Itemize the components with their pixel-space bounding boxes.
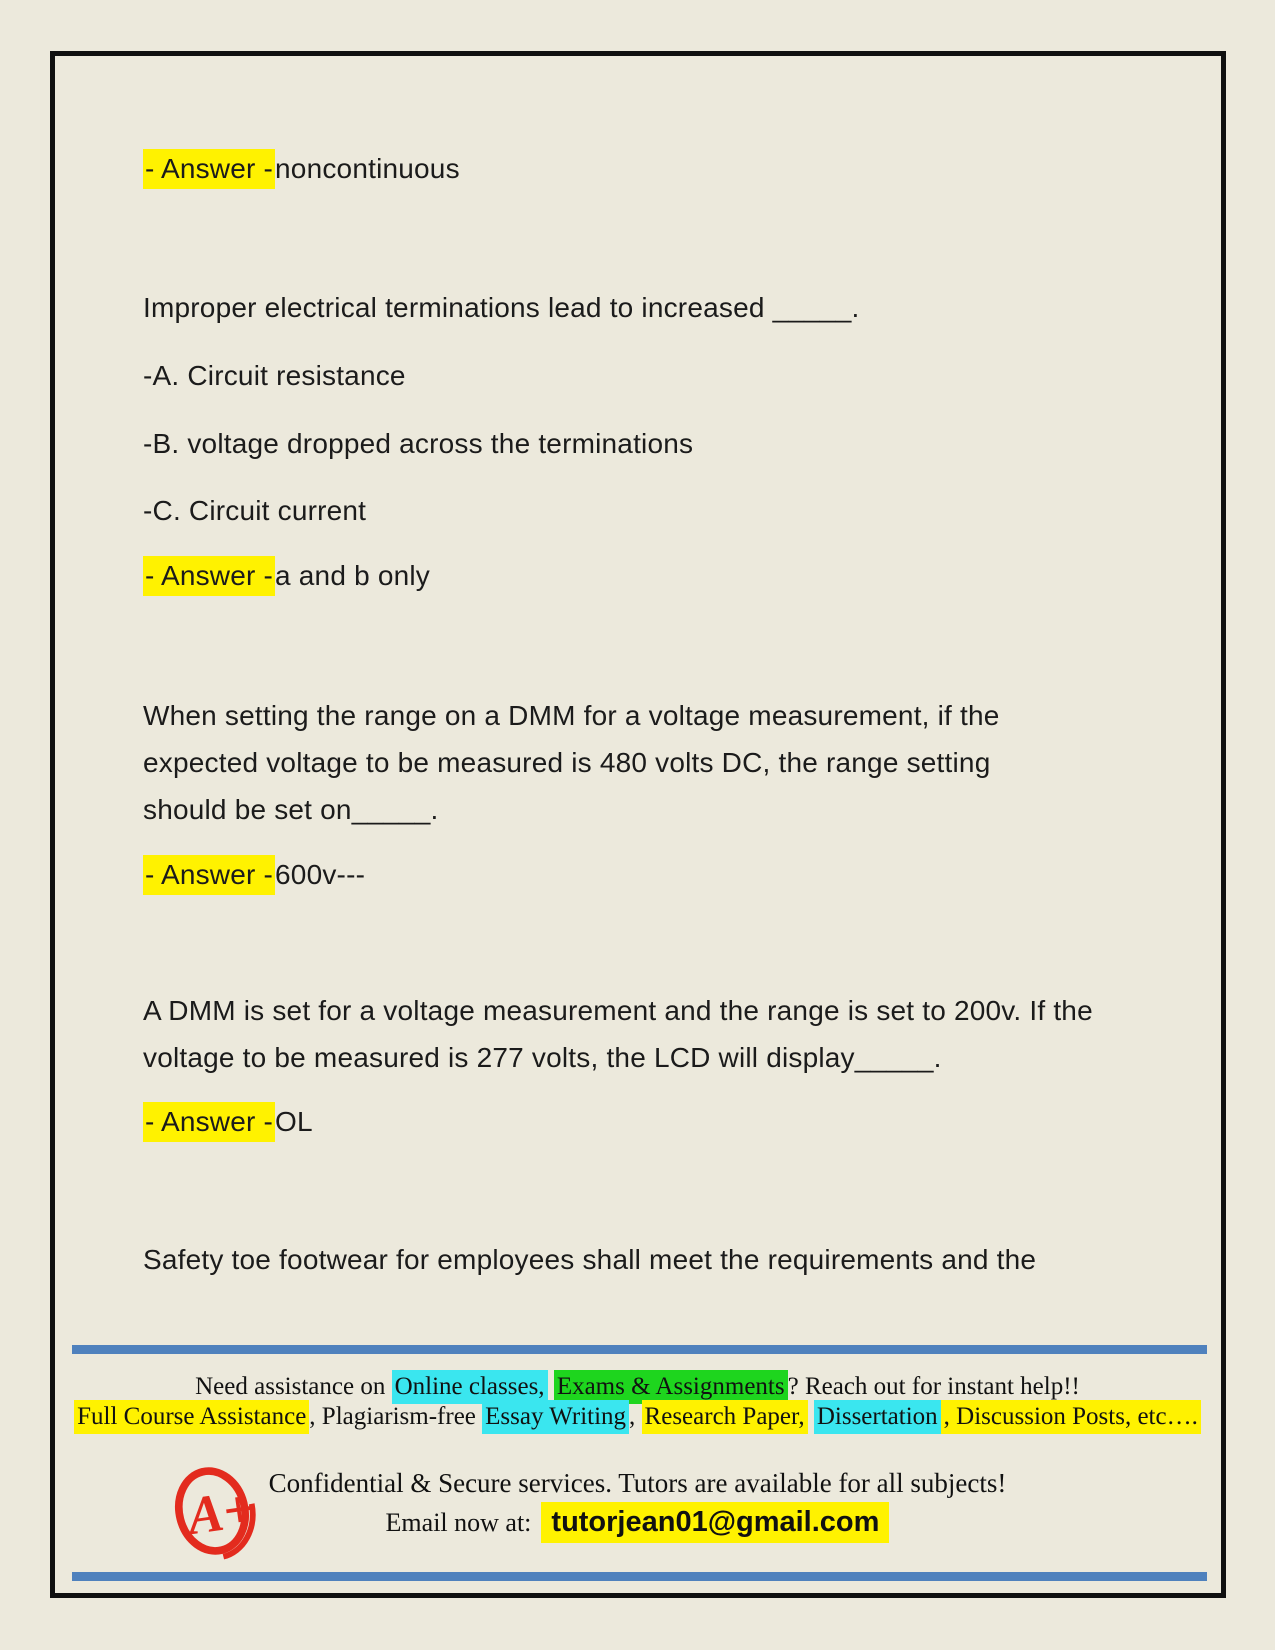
logo-a-plus-text: A+ [183,1477,258,1547]
footer-text: ? Reach out for instant help!! [787,1373,1080,1400]
footer-assistance-line [60,1373,1215,1401]
footer-text: , Plagiarism-free [309,1403,483,1430]
footer-space [548,1373,554,1400]
footer-space [808,1403,814,1430]
question-2: Improper electrical terminations lead to increased _____. [143,292,860,323]
highlight-essay-writing: Essay Writing [482,1400,629,1434]
footer-services-line [60,1400,1215,1433]
question-2-option-b: -B. voltage dropped across the terminations [143,428,694,459]
answer-line-4 [143,1098,313,1145]
question-4: A DMM is set for a voltage measurement and the range is set to 200v. If the voltage to be measured is 277 volts, the LCD will display_____. [143,995,1093,1073]
divider-bar-top [72,1345,1207,1354]
answer-2-text: a and b only [275,560,430,591]
highlight-discussion-posts: , Discussion Posts, etc…. [941,1400,1201,1434]
answer-line-2 [143,552,430,599]
answer-prefix-highlight: - Answer - [143,1102,275,1142]
highlight-full-course: Full Course Assistance [74,1400,309,1434]
footer-text: , [629,1403,642,1430]
answer-prefix-highlight: - Answer - [143,556,275,596]
answer-prefix-highlight: - Answer - [143,855,275,895]
footer-text: Need assistance on [195,1373,392,1400]
question-2-option-c: -C. Circuit current [143,495,367,526]
highlight-online-classes: Online classes, [392,1370,548,1404]
answer-line-1 [143,145,460,192]
footer-email-line [60,1502,1215,1543]
question-3: When setting the range on a DMM for a voltage measurement, if the expected voltage to be measured is 480 volts DC, the range setting should be set on_____. [143,700,1000,825]
answer-line-3 [143,851,365,898]
answer-4-text: OL [275,1106,313,1137]
highlight-research-paper: Research Paper, [642,1400,808,1434]
answer-3-text: 600v--- [275,859,366,890]
highlight-exams-assignments: Exams & Assignments [554,1370,788,1404]
highlight-dissertation: Dissertation [814,1400,941,1434]
question-2-option-a: -A. Circuit resistance [143,360,406,391]
question-5: Safety toe footwear for employees shall meet the requirements and the [143,1244,1037,1275]
footer-confidential-line: Confidential & Secure services. Tutors are available for all subjects! [268,1468,1007,1498]
email-address: tutorjean01@gmail.com [541,1502,889,1543]
email-label: Email now at: [385,1508,532,1537]
answer-prefix-highlight: - Answer - [143,149,275,189]
divider-bar-bottom [72,1572,1207,1581]
answer-1-text: noncontinuous [275,153,460,184]
